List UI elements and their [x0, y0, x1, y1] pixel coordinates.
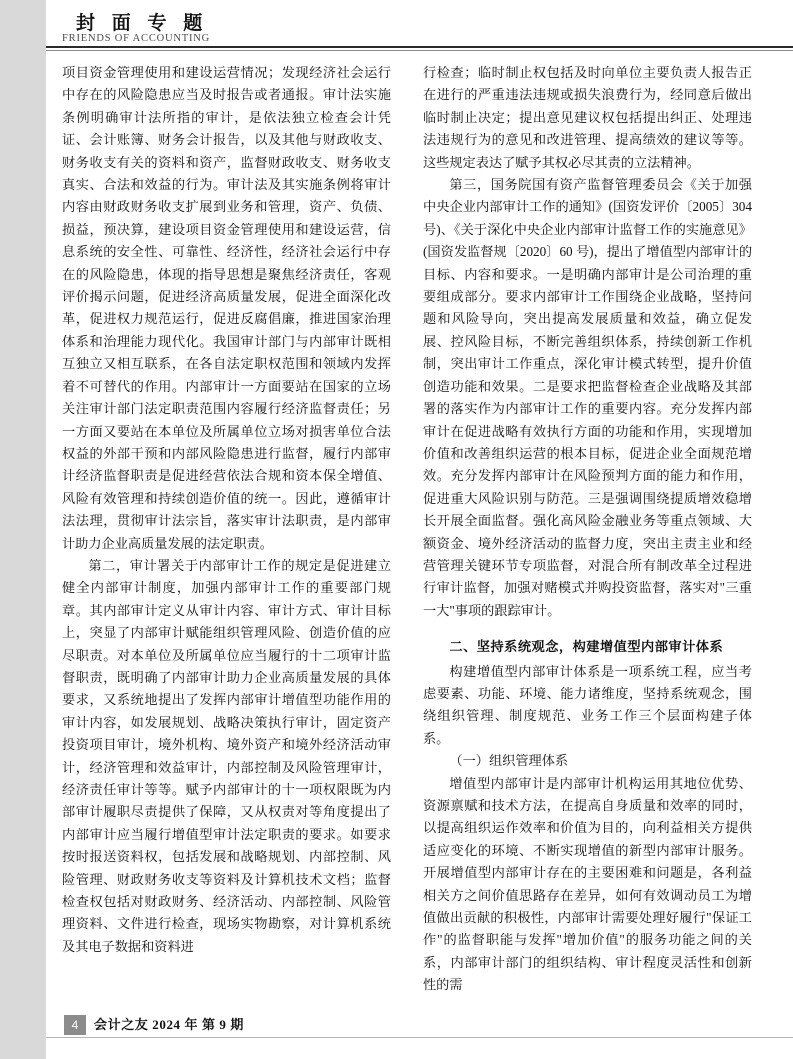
left-column — [62, 62, 391, 1022]
section-heading: 二、坚持系统观念，构建增值型内部审计体系 — [449, 639, 724, 655]
paragraph: 增值型内部审计是内部审计机构运用其地位优势、资源禀赋和技术方法，在提高自身质量和效率的同时，以提高组织运作效率和价值为目的，向利益相关方提供适应变化的环境、不断实现增值的新型内部审计服务。开展增值型内部审计存在的主要困难和问题是，各利益相关方之间价值思路存在差异，如何有效调动员工为增值做出贡献的积极性，内部审计需要处理好履行"保证工作"的监督职能与发挥"增加价值"的服务功能之间的关系，内部审计部门的组织结构、审计程度灵活性和创新性的需 — [423, 775, 752, 993]
subsection-heading: （一）组织管理体系 — [449, 753, 569, 769]
footer-rule — [46, 1037, 793, 1038]
paragraph: 第三，国务院国有资产监督管理委员会《关于加强中央企业内部审计工作的通知》(国资发评价〔2005〕304号)、《关于深化中央企业内部审计监督工作的实施意见》(国资发监督规〔2020〕60 号)，提出了增值型内部审计的目标、内容和要求。一是明确内部审计是公司治理的重要组成部分。要求内部审计工作围绕企业战略，坚持问题和风险导向，突出提高发展质量和效益，确立促发展、控风险目标，不断完善组织体系，持续创新工作机制，突出审计工作重点，深化审计模式转型，提升价值创造功能和效果。二是要求把监督检查企业战略及其部署的落实作为内部审计工作的重要内容。充分发挥内部审计在促进战略有效执行方面的功能和作用，实现增加价值和改善组织运营的根本目标，促进企业全面规范增效。充分发挥内部审计在风险预判方面的能力和作用，促进重大风险识别与防范。三是强调围绕提质增效稳增长开展全面监督。强化高风险金融业务等重点领域、大额资金、境外经济活动的监督力度，突出主责主业和经营管理关键环节专项监督，对混合所有制改革全过程进行审计监督，加强对赌模式并购投资监督，落实对"三重一大"事项的跟踪审计。 — [423, 177, 752, 618]
footer-journal-info: 会计之友 2024 年 第 9 期 — [94, 1017, 244, 1032]
paragraph: 行检查；临时制止权包括及时向单位主要负责人报告正在进行的严重违法违规或损失浪费行为，经同意后做出临时制止决定；提出意见建议权包括提出纠正、处理违法违规行为的意见和改进管理、提高绩效的建议等等。这些规定表达了赋予其权必尽其责的立法精神。 — [423, 65, 752, 170]
page-footer — [46, 1015, 793, 1039]
header-rule-thin — [46, 50, 793, 51]
right-column — [423, 62, 752, 1022]
page-header — [46, 0, 793, 48]
paragraph: 第二，审计署关于内部审计工作的规定是促进建立健全内部审计制度，加强内部审计工作的重要部门规章。其内部审计定义从审计内容、审计方式、审计目标上，突显了内部审计赋能组织管理风险、创造价值的应尽职责。对本单位及所属单位应当履行的十二项审计监督职责，既明确了内部审计助力企业高质量发展的具体要求，又系统地提出了发挥内部审计增值型功能作用的审计内容，如发展规划、战略决策执行审计，固定资产投资项目审计，境外机构、境外资产和境外经济活动审计，经济管理和效益审计，内部控制及风险管理审计，经济责任审计等等。赋予内部审计的十一项权限既为内部审计履职尽责提供了保障，又从权责对等角度提出了内部审计应当履行增值型审计法定职责的要求。如要求按时报送资料权，包括发展和战略规划、内部控制、风险管理、财政财务收支等资料及计算机技术文档；监督检查权包括对财政财务、经济活动、内部控制、风险管理资料、文件进行检查，现场实物勘察，对计算机系统及其电子数据和资料进 — [62, 557, 391, 954]
header-title: 封 面 专 题 — [76, 13, 209, 34]
header-subtitle: FRIENDS OF ACCOUNTING — [62, 33, 211, 44]
body-columns — [62, 62, 752, 1022]
header-rule-thick — [46, 46, 793, 48]
page-number: 4 — [64, 1015, 86, 1035]
left-margin-band — [0, 0, 46, 1059]
paragraph: 构建增值型内部审计体系是一项系统工程，应当考虑要素、功能、环境、能力诸维度，坚持系统观念，围绕组织管理、制度规范、业务工作三个层面构建子体系。 — [423, 663, 752, 746]
paragraph: 项目资金管理使用和建设运营情况；发现经济社会运行中存在的风险隐患应当及时报告或者通报。审计法实施条例明确审计法所指的审计，是依法独立检查会计凭证、会计账簿、财务会计报告，以及其他与财政收支、财务收支有关的资料和资产，监督财政收支、财务收支真实、合法和效益的行为。审计法及其实施条例将审计内容由财政财务收支扩展到业务和管理，资产、负债、损益，预决算，建设项目资金管理使用和建设运营，信息系统的安全性、可靠性、经济性，经济社会运行中存在的风险隐患，体现的指导思想是聚焦经济责任，客观评价揭示问题，促进经济高质量发展，促进全面深化改革，促进权力规范运行，促进反腐倡廉，推进国家治理体系和治理能力现代化。我国审计部门与内部审计既相互独立又相互联系，在各自法定职权范围和领域内发挥着不可替代的作用。内部审计一方面要站在国家的立场关注审计部门法定职责范围内容履行经济监督责任；另一方面又要站在本单位及所属单位立场对损害单位合法权益的外部干预和内部风险隐患进行监督，履行内部审计经济监督职责是促进经营依法合规和资本保全增值、风险有效管理和持续创造价值的统一。因此，遵循审计法法理，贯彻审计法宗旨，落实审计法职责，是内部审计助力企业高质量发展的法定职责。 — [62, 65, 391, 551]
